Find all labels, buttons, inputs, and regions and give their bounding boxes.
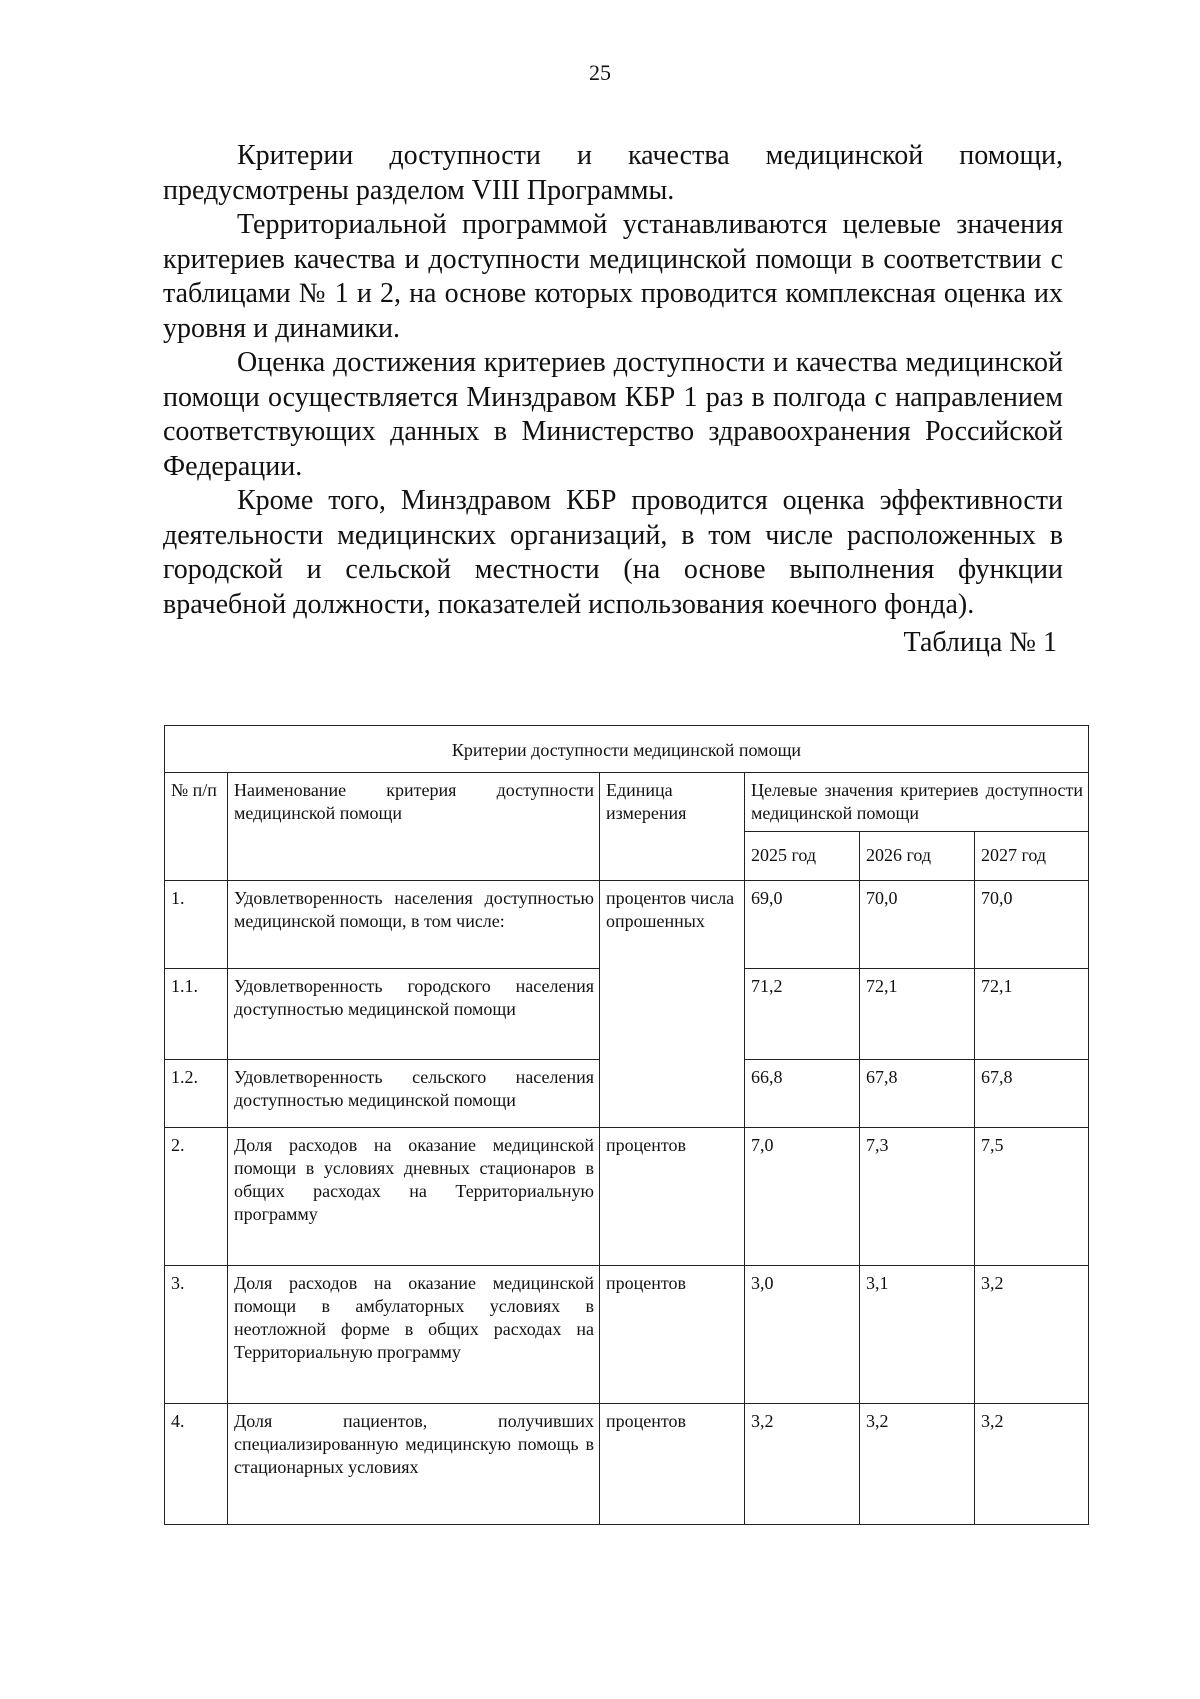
row-value-2026: 3,1 [860,1266,975,1404]
row-name: Доля расходов на оказание медицинской помощи в амбулаторных условиях в неотложной форме в общих расходах на Территориальную программу [228,1266,600,1404]
row-name: Удовлетворенность населения доступностью медицинской помощи, в том числе: [228,881,600,969]
row-unit: процентов [600,1128,745,1266]
row-value-2027: 72,1 [975,969,1089,1060]
paragraph: Территориальной программой устанавливаются целевые значения критериев качества и доступности медицинской помощи в соответствии с таблицами № 1 и 2, на основе которых проводится комплексная оценка их уровня и динамики. [163,209,1063,344]
header-num: № п/п [165,773,228,881]
header-target: Целевые значения критериев доступности медицинской помощи [745,773,1089,832]
row-value-2025: 71,2 [745,969,860,1060]
paragraph: Оценка достижения критериев доступности и качества медицинской помощи осуществляется Минздравом КБР 1 раз в полгода с направлением соответствующих данных в Министерство здравоохранения Российской Федерации. [163,347,1063,482]
page-number: 25 [589,60,611,85]
row-value-2025: 66,8 [745,1060,860,1128]
row-value-2025: 7,0 [745,1128,860,1266]
row-name: Удовлетворенность городского населения доступностью медицинской помощи [228,969,600,1060]
row-num: 2. [165,1128,228,1266]
row-num: 3. [165,1266,228,1404]
row-num: 4. [165,1404,228,1525]
table-row [165,1404,1089,1525]
row-unit: процентов [600,1266,745,1404]
row-unit: процентов числа опрошенных [600,881,745,1128]
header-unit: Единица измерения [600,773,745,881]
criteria-table [164,725,1089,1525]
row-value-2026: 72,1 [860,969,975,1060]
row-name: Доля пациентов, получивших специализированную медицинскую помощь в стационарных условиях [228,1404,600,1525]
row-value-2026: 7,3 [860,1128,975,1266]
paragraph: Кроме того, Минздравом КБР проводится оценка эффективности деятельности медицинских организаций, в том числе расположенных в городской и сельской местности (на основе выполнения функции врачебной должности, показателей использования коечного фонда). [163,485,1063,620]
row-value-2027: 70,0 [975,881,1089,969]
table-title-row [165,726,1089,773]
row-num: 1. [165,881,228,969]
row-value-2027: 3,2 [975,1404,1089,1525]
row-num: 1.2. [165,1060,228,1128]
row-value-2027: 67,8 [975,1060,1089,1128]
row-value-2026: 70,0 [860,881,975,969]
row-value-2026: 3,2 [860,1404,975,1525]
row-value-2026: 67,8 [860,1060,975,1128]
header-row [165,773,1089,832]
table-caption: Таблица № 1 [903,627,1057,658]
table-row [165,881,1089,969]
body-text [163,139,1063,622]
row-name: Доля расходов на оказание медицинской помощи в условиях дневных стационаров в общих расходах на Территориальную программу [228,1128,600,1266]
row-value-2025: 3,2 [745,1404,860,1525]
header-year-2027: 2027 год [975,832,1089,881]
row-unit: процентов [600,1404,745,1525]
header-year-2026: 2026 год [860,832,975,881]
row-value-2027: 3,2 [975,1266,1089,1404]
table-row [165,1128,1089,1266]
row-value-2025: 3,0 [745,1266,860,1404]
paragraph: Критерии доступности и качества медицинской помощи, предусмотрены разделом VIII Программы. [163,140,1063,206]
table-row [165,1266,1089,1404]
header-name: Наименование критерия доступности медицинской помощи [228,773,600,881]
row-value-2025: 69,0 [745,881,860,969]
table-title: Критерии доступности медицинской помощи [165,726,1089,773]
header-year-2025: 2025 год [745,832,860,881]
row-num: 1.1. [165,969,228,1060]
row-name: Удовлетворенность сельского населения доступностью медицинской помощи [228,1060,600,1128]
row-value-2027: 7,5 [975,1128,1089,1266]
